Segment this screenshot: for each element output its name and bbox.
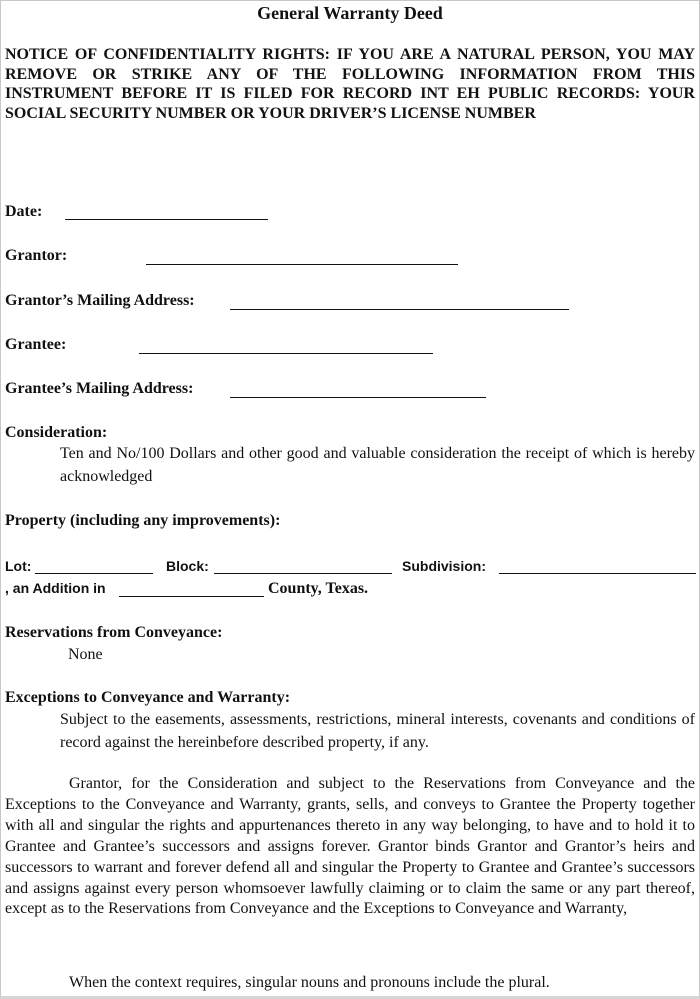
grantor-address-label: Grantor’s Mailing Address: bbox=[5, 292, 195, 309]
grantor-label: Grantor: bbox=[5, 247, 68, 264]
property-heading: Property (including any improvements): bbox=[5, 512, 281, 529]
subdivision-label: Subdivision: bbox=[402, 558, 486, 574]
block-label: Block: bbox=[166, 558, 209, 574]
grantee-address-label: Grantee’s Mailing Address: bbox=[5, 380, 194, 397]
subdivision-field[interactable] bbox=[499, 573, 696, 574]
document-title: General Warranty Deed bbox=[257, 3, 443, 23]
reservations-heading: Reservations from Conveyance: bbox=[5, 624, 223, 641]
plural-paragraph: When the context requires, singular nouns and pronouns include the plural. bbox=[69, 974, 550, 991]
date-label: Date: bbox=[5, 203, 43, 220]
grantor-field[interactable] bbox=[146, 264, 458, 265]
consideration-text: Ten and No/100 Dollars and other good and valuable consideration the receipt of which is hereby acknowledged bbox=[60, 445, 695, 485]
consideration-heading: Consideration: bbox=[5, 424, 108, 441]
addition-label: , an Addition in bbox=[5, 580, 106, 596]
grant-paragraph: Grantor, for the Consideration and subject to the Reservations from Conveyance and the Exceptions to the Conveyance and Warranty, grants, sells, and conveys to Grantee the Property together with all and singular the rights and appurtenances thereto in any way belonging, to have and to hold it to Grantee and Grantee’s successors and assigns forever. Grantor binds Grantor and Grantor’s heirs and successors to warrant and forever defend all and singular the Property to Grantee and Grantee’s successors and assigns against every person whomsoever lawfully claiming or to claim the same or any part thereof, except as to the Reservations from Conveyance and the Exceptions to Conveyance and Warranty, bbox=[5, 775, 695, 918]
county-label: County, Texas. bbox=[268, 580, 369, 597]
county-field[interactable] bbox=[119, 596, 264, 597]
grantee-field[interactable] bbox=[139, 353, 433, 354]
lot-field[interactable] bbox=[35, 573, 153, 574]
grantee-label: Grantee: bbox=[5, 336, 67, 353]
confidentiality-notice: NOTICE OF CONFIDENTIALITY RIGHTS: IF YOU ARE A NATURAL PERSON, YOU MAY REMOVE OR STRIKE ANY OF THE FOLLOWING INFORMATION FROM THIS INSTRUMENT BEFORE IT IS FILED FOR RECORD INT EH PUBLIC RECORDS: YOUR SOCIAL SECURITY NUMBER OR YOUR DRIVER’S LICENSE NUMBER bbox=[5, 46, 695, 122]
date-field[interactable] bbox=[65, 219, 268, 220]
exceptions-heading: Exceptions to Conveyance and Warranty: bbox=[5, 689, 291, 706]
grantor-address-field[interactable] bbox=[230, 309, 569, 310]
lot-label: Lot: bbox=[5, 558, 32, 574]
exceptions-text: Subject to the easements, assessments, restrictions, mineral interests, covenants and conditions of record against the hereinbefore described property, if any. bbox=[60, 711, 695, 751]
grantee-address-field[interactable] bbox=[230, 397, 486, 398]
reservations-text: None bbox=[68, 646, 103, 663]
block-field[interactable] bbox=[214, 573, 392, 574]
